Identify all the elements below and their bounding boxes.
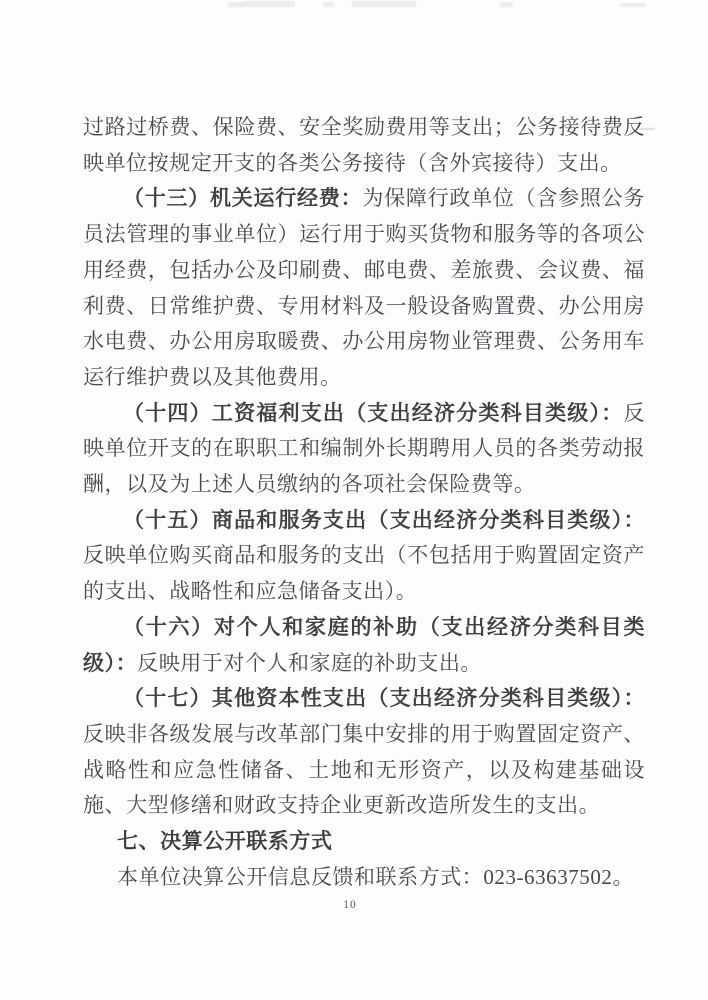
- section-heading-contact: 七、决算公开联系方式: [117, 829, 333, 854]
- scan-artifact: [352, 1, 416, 7]
- scan-artifact: [620, 3, 646, 7]
- paragraph-item-13-operating-funds: [83, 181, 645, 395]
- paragraph-item-17-capital-expenditure: [83, 681, 645, 824]
- paragraph-lead: （十五）商品和服务支出（支出经济分类科目类级）：: [123, 507, 645, 532]
- paragraph-text: 过路过桥费、保险费、安全奖励费用等支出；公务接待费反映单位按规定开支的各类公务接待（含外宾接待）支出。: [83, 115, 645, 175]
- paragraph-item-14-wages-welfare: [83, 396, 645, 503]
- paragraph-item-15-goods-services: [83, 503, 645, 610]
- paragraph-text: 反映用于对个人和家庭的补助支出。: [137, 650, 482, 675]
- paragraph-text: 反映单位购买商品和服务的支出（不包括用于购置固定资产的支出、战略性和应急储备支出）。: [83, 543, 645, 604]
- paragraph-text: 为保障行政单位（含参照公务员法管理的事业单位）运行用于购买货物和服务等的各项公用经费，包括办公及印刷费、邮电费、差旅费、会议费、福利费、日常维护费、专用材料及一般设备购置费、办公用房水电费、办公用房取暖费、办公用房物业管理费、公务用车运行维护费以及其他费用。: [83, 186, 645, 389]
- paragraph-lead: （十六）对个人和家庭的补助（支出经济分类科目类级）：: [83, 614, 645, 675]
- scan-artifact: [243, 1, 295, 7]
- document-body: [83, 110, 645, 895]
- contact-line: 本单位决算公开信息反馈和联系方式：023-63637502。: [117, 864, 634, 889]
- scan-artifact: [500, 2, 513, 7]
- paragraph-lead: （十四）工资福利支出（支出经济分类科目类级）：: [123, 400, 624, 425]
- paragraph-lead: （十七）其他资本性支出（支出经济分类科目类级）：: [123, 686, 645, 711]
- paragraph-lead: （十三）机关运行经费：: [123, 186, 363, 211]
- paragraph-text: 反映非各级发展与改革部门集中安排的用于购置固定资产、战略性和应急性储备、土地和无形资产，以及构建基础设施、大型修缮和财政支持企业更新改造所发生的支出。: [83, 721, 645, 818]
- paragraph-item-16-subsidies: [83, 610, 645, 681]
- page-number: 10: [343, 899, 357, 911]
- paragraph-text: 反映单位开支的在职职工和编制外长期聘用人员的各类劳动报酬，以及为上述人员缴纳的各项社会保险费等。: [83, 400, 645, 497]
- scan-artifact: [323, 2, 334, 7]
- paragraph-official-reception: [83, 110, 645, 181]
